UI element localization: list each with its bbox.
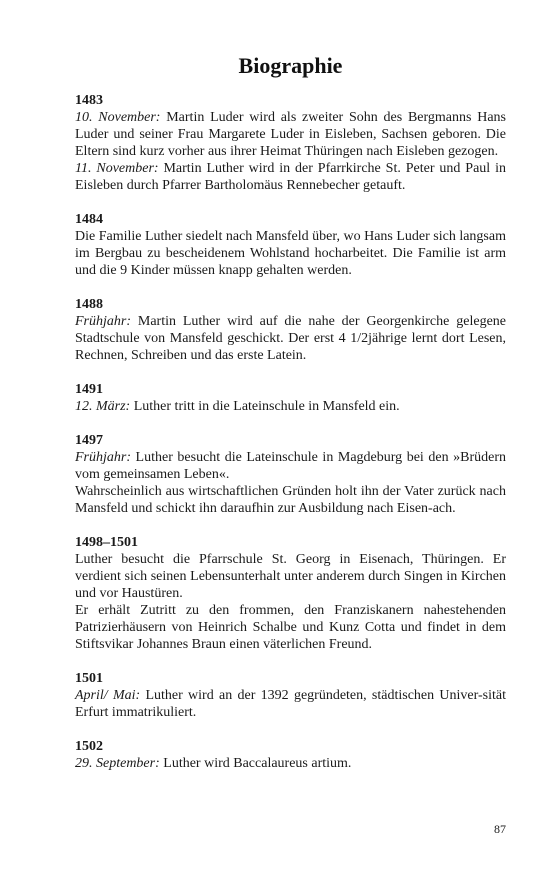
entry-year: 1488 [75,297,103,312]
entry-date: 10. November: [75,110,161,125]
entry-year: 1484 [75,212,103,227]
entry-year: 1491 [75,382,103,397]
entry-year: 1501 [75,671,103,686]
entry-paragraph [75,228,506,279]
entry-year: 1498–1501 [75,535,138,550]
entry-1498-1501 [75,534,506,653]
entry-paragraph [75,160,506,194]
page-number: 87 [494,822,506,836]
entry-text: Luther wird Baccalaureus artium. [159,756,352,771]
entry-1488 [75,296,506,364]
entry-1502 [75,738,506,772]
entry-paragraph [75,313,506,364]
entry-text: Er erhält Zutritt zu den frommen, den Franziskanern nahestehenden Patrizierhäusern von Heinrich Schalbe und Kunz Cotta und findet in dem Stiftsvikar Johannes Braun einen väterlichen Freund. [75,603,506,652]
entry-text: Luther wird an der 1392 gegründeten, städtischen Univer-sität Erfurt immatrikuliert. [75,688,506,720]
entry-1497 [75,432,506,517]
entry-paragraph [75,755,506,772]
entry-date: 29. September: [75,756,160,771]
entry-text: Luther tritt in die Lateinschule in Mansfeld ein. [130,399,400,414]
entry-1483 [75,92,506,194]
entry-text: Wahrscheinlich aus wirtschaftlichen Gründen holt ihn der Vater zurück nach Mansfeld und schickt ihn daraufhin zur Ausbildung nach Eisen-ach. [75,484,506,516]
page-content [75,52,506,789]
entry-paragraph [75,602,506,653]
entry-1491 [75,381,506,415]
entry-text: Martin Luder wird als zweiter Sohn des Bergmanns Hans Luder und seiner Frau Margarete Luder in Eisleben, Sachsen geboren. Die Eltern sind kurz vorher aus ihrer Heimat Thüringen nach Eisleben gezogen. [75,110,507,159]
entry-text: Martin Luther wird in der Pfarrkirche St. Peter und Paul in Eisleben durch Pfarrer Bartholomäus Rennebecher getauft. [75,161,506,193]
entry-paragraph [75,449,506,483]
entry-date: 11. November: [75,161,159,176]
entry-paragraph [75,483,506,517]
page-title: Biographie [238,53,343,78]
entry-year: 1502 [75,739,103,754]
entry-year: 1497 [75,433,103,448]
entry-1484 [75,211,506,279]
entry-paragraph [75,551,506,602]
entry-1501 [75,670,506,721]
entry-paragraph [75,687,506,721]
entry-text: Luther besucht die Lateinschule in Magdeburg bei den »Brüdern vom gemeinsamen Leben«. [75,450,506,482]
entry-paragraph [75,398,506,415]
entry-text: Die Familie Luther siedelt nach Mansfeld über, wo Hans Luder sich langsam im Bergbau zu bescheidenem Wohlstand hocharbeitet. Die Familie ist arm und die 9 Kinder müssen knapp gehalten werden. [75,229,506,278]
entry-date: Frühjahr: [75,314,131,329]
entry-date: Frühjahr: [75,450,131,465]
entry-text: Luther besucht die Pfarrschule St. Georg in Eisenach, Thüringen. Er verdient sich seinen Lebensunterhalt unter anderem durch Singen in Kirchen und vor Haustüren. [75,552,506,601]
entry-paragraph [75,109,506,160]
entry-year: 1483 [75,93,103,108]
entry-date: April/ Mai: [75,688,141,703]
entry-date: 12. März: [75,399,131,414]
entry-text: Martin Luther wird auf die nahe der Georgenkirche gelegene Stadtschule von Mansfeld geschickt. Der erst 4 1/2jährige lernt dort Lesen, Rechnen, Schreiben und das erste Latein. [75,314,506,363]
